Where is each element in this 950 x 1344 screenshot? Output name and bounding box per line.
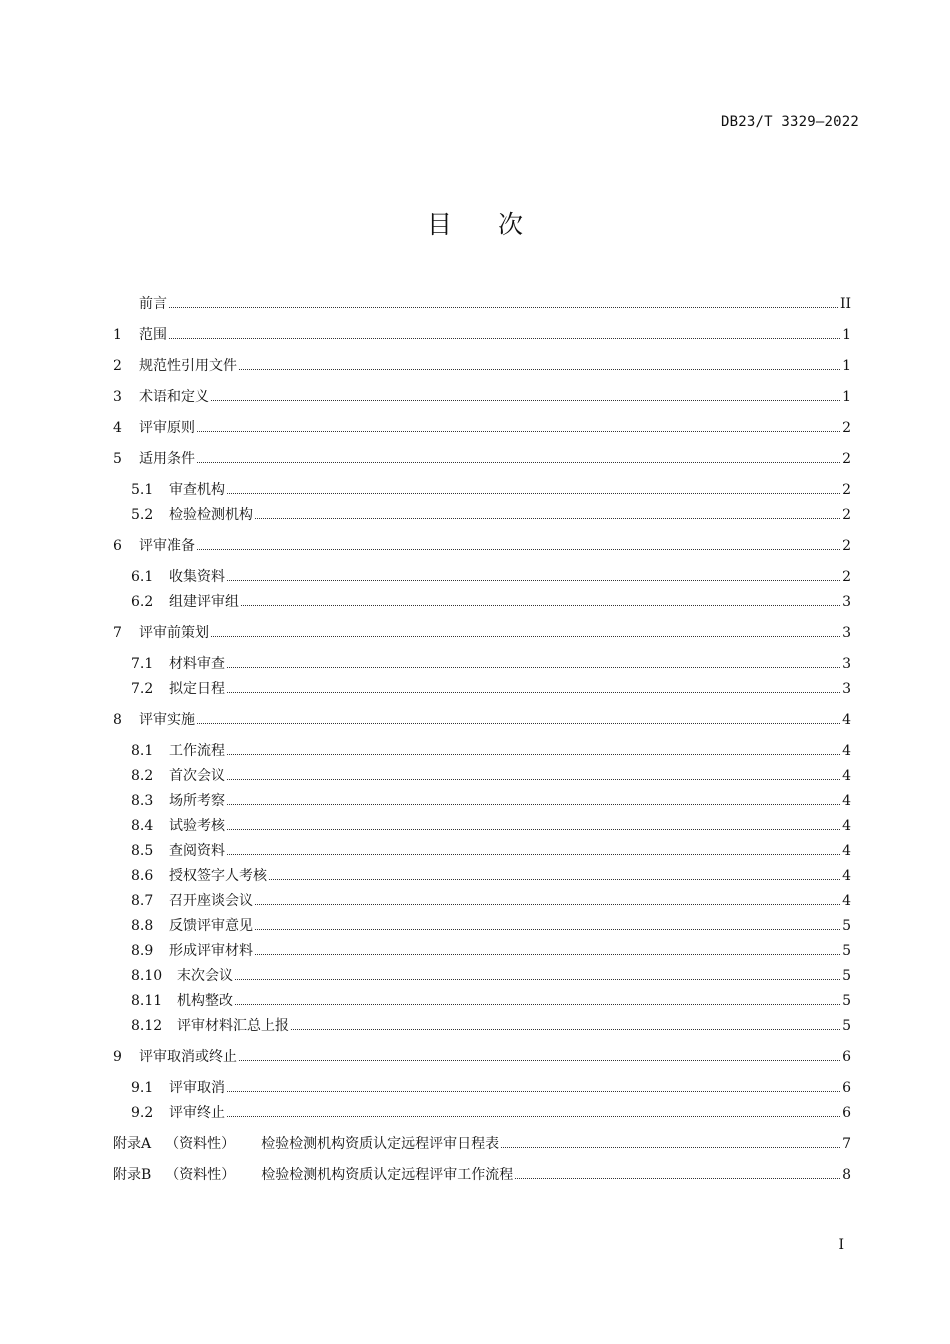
toc-subentry[interactable] — [131, 586, 851, 610]
toc-entry[interactable] — [113, 381, 851, 405]
toc-entry-number: 8.7 — [131, 893, 154, 909]
toc-entry-number: 6.2 — [131, 594, 154, 610]
toc-appendix-entry[interactable] — [113, 1128, 851, 1152]
toc-dot-leader — [211, 400, 840, 401]
toc-dot-leader — [291, 1029, 840, 1030]
toc-entry-label: 评审准备 — [139, 538, 195, 554]
toc-entry-label: 末次会议 — [177, 968, 233, 984]
toc-entry-label: 场所考察 — [169, 793, 225, 809]
toc-entry-label: 检验检测机构 — [169, 507, 253, 523]
toc-dot-leader — [227, 854, 840, 855]
toc-entry-label: 前言 — [139, 296, 167, 312]
toc-entry-page: 6 — [842, 1049, 851, 1065]
toc-subentry[interactable] — [131, 673, 851, 697]
toc-dot-leader — [515, 1178, 840, 1179]
toc-entry-page: 4 — [842, 843, 851, 859]
toc-dot-leader — [211, 636, 840, 637]
toc-dot-leader — [227, 829, 840, 830]
toc-dot-leader — [197, 549, 840, 550]
toc-entry-page: 4 — [842, 768, 851, 784]
toc-entry[interactable] — [113, 350, 851, 374]
toc-entry[interactable] — [113, 443, 851, 467]
toc-entry-page: 2 — [842, 538, 851, 554]
toc-entry-page: 4 — [842, 868, 851, 884]
toc-entry-page: 6 — [842, 1080, 851, 1096]
toc-entry-page: 2 — [842, 420, 851, 436]
toc-subentry[interactable] — [131, 735, 851, 759]
toc-entry-number: 7.2 — [131, 681, 154, 697]
toc-entry[interactable] — [113, 530, 851, 554]
toc-subentry[interactable] — [131, 499, 851, 523]
toc-entry-label: 材料审查 — [169, 656, 225, 672]
toc-dot-leader — [235, 1004, 840, 1005]
toc-entry-number: 5.1 — [131, 482, 154, 498]
page-number: I — [838, 1237, 844, 1253]
toc-entry-page: 4 — [842, 793, 851, 809]
toc-dot-leader — [227, 493, 840, 494]
toc-entry-page: 2 — [842, 569, 851, 585]
toc-entry-number: 6.1 — [131, 569, 154, 585]
toc-dot-leader — [227, 804, 840, 805]
toc-entry-number: 8.11 — [131, 993, 163, 1009]
toc-dot-leader — [501, 1147, 840, 1148]
toc-entry-label: 收集资料 — [169, 569, 225, 585]
toc-subentry[interactable] — [131, 860, 851, 884]
toc-entry-page: 5 — [842, 1018, 851, 1034]
toc-appendix-entry[interactable] — [113, 1159, 851, 1183]
toc-entry-label: 首次会议 — [169, 768, 225, 784]
toc-dot-leader — [255, 954, 840, 955]
toc-entry-label: 机构整改 — [177, 993, 233, 1009]
toc-dot-leader — [169, 307, 838, 308]
toc-entry-page: 5 — [842, 943, 851, 959]
toc-subentry[interactable] — [131, 648, 851, 672]
toc-dot-leader — [197, 723, 840, 724]
toc-entry-label: 适用条件 — [139, 451, 195, 467]
toc-subentry[interactable] — [131, 885, 851, 909]
toc-entry-page: 2 — [842, 451, 851, 467]
toc-dot-leader — [169, 338, 840, 339]
toc-entry-page: 6 — [842, 1105, 851, 1121]
toc-subentry[interactable] — [131, 985, 851, 1009]
toc-entry-number: 5 — [113, 451, 122, 467]
toc-dot-leader — [269, 879, 840, 880]
toc-subentry[interactable] — [131, 1010, 851, 1034]
toc-dot-leader — [255, 929, 840, 930]
toc-entry-page: 3 — [842, 625, 851, 641]
toc-entry-page: II — [839, 296, 851, 312]
toc-dot-leader — [239, 1060, 840, 1061]
toc-entry-page: 5 — [842, 968, 851, 984]
toc-entry-page: 3 — [842, 681, 851, 697]
toc-dot-leader — [227, 580, 840, 581]
toc-entry[interactable] — [113, 288, 851, 312]
toc-entry-label: 组建评审组 — [169, 594, 239, 610]
toc-entry-label: 评审取消或终止 — [139, 1049, 237, 1065]
toc-entry-page: 5 — [842, 993, 851, 1009]
toc-entry-number: 4 — [113, 420, 122, 436]
toc-dot-leader — [227, 779, 840, 780]
toc-entry-page: 1 — [842, 358, 851, 374]
toc-entry-page: 4 — [842, 743, 851, 759]
toc-entry-page: 3 — [842, 656, 851, 672]
toc-entry-label: 反馈评审意见 — [169, 918, 253, 934]
toc-entry-page: 4 — [842, 712, 851, 728]
toc-entry-number: 1 — [113, 327, 122, 343]
toc-entry-page: 4 — [842, 893, 851, 909]
toc-entry-label: 评审取消 — [169, 1080, 225, 1096]
toc-entry-number: 6 — [113, 538, 122, 554]
toc-dot-leader — [227, 667, 840, 668]
toc-entry[interactable] — [113, 1041, 851, 1065]
toc-entry-label: 评审前策划 — [139, 625, 209, 641]
toc-dot-leader — [227, 754, 840, 755]
toc-subentry[interactable] — [131, 1072, 851, 1096]
toc-dot-leader — [227, 1116, 840, 1117]
toc-entry-number: 9.1 — [131, 1080, 154, 1096]
toc-appendix-tag: （资料性） — [165, 1136, 236, 1152]
toc-entry-label: 查阅资料 — [169, 843, 225, 859]
toc-entry-number: 8.5 — [131, 843, 154, 859]
toc-entry-label: 规范性引用文件 — [139, 358, 237, 374]
toc-subentry[interactable] — [131, 785, 851, 809]
toc-entry[interactable] — [113, 319, 851, 343]
toc-entry-number: 8.8 — [131, 918, 154, 934]
toc-entry-number: 2 — [113, 358, 122, 374]
toc-entry[interactable] — [113, 704, 851, 728]
toc-entry-label: 评审原则 — [139, 420, 195, 436]
toc-entry-page: 7 — [842, 1136, 851, 1152]
toc-dot-leader — [241, 605, 840, 606]
toc-entry-page: 1 — [842, 327, 851, 343]
toc-title: 目次 — [426, 210, 569, 239]
toc-dot-leader — [235, 979, 840, 980]
toc-subentry[interactable] — [131, 561, 851, 585]
toc-entry-number: 8.10 — [131, 968, 163, 984]
document-code: DB23/T 3329—2022 — [720, 114, 859, 130]
toc-entry-label: 审查机构 — [169, 482, 225, 498]
toc-entry-label: 召开座谈会议 — [169, 893, 253, 909]
toc-dot-leader — [227, 1091, 840, 1092]
toc-entry-label: 形成评审材料 — [169, 943, 253, 959]
toc-entry[interactable] — [113, 412, 851, 436]
toc-entry-page: 1 — [842, 389, 851, 405]
toc-subentry[interactable] — [131, 910, 851, 934]
toc-entry-number: 5.2 — [131, 507, 154, 523]
toc-dot-leader — [197, 462, 840, 463]
toc-entry-number: 附录A — [113, 1136, 152, 1152]
toc-entry-number: 8.6 — [131, 868, 154, 884]
toc-entry[interactable] — [113, 617, 851, 641]
toc-entry-number: 8 — [113, 712, 122, 728]
toc-entry-label: 检验检测机构资质认定远程评审日程表 — [261, 1136, 500, 1152]
toc-entry-page: 5 — [842, 918, 851, 934]
toc-dot-leader — [227, 692, 840, 693]
toc-entry-page: 2 — [842, 482, 851, 498]
toc-entry-number: 8.12 — [131, 1018, 163, 1034]
toc-dot-leader — [255, 904, 840, 905]
toc-appendix-tag: （资料性） — [165, 1167, 236, 1183]
toc-entry-label: 评审终止 — [169, 1105, 225, 1121]
toc-subentry[interactable] — [131, 810, 851, 834]
toc-entry-page: 4 — [842, 818, 851, 834]
toc-entry-label: 拟定日程 — [169, 681, 225, 697]
toc-entry-label: 工作流程 — [169, 743, 225, 759]
toc-entry-number: 9 — [113, 1049, 122, 1065]
toc-subentry[interactable] — [131, 760, 851, 784]
toc-entry-number: 8.4 — [131, 818, 154, 834]
toc-subentry[interactable] — [131, 1097, 851, 1121]
toc-entry-number: 7 — [113, 625, 122, 641]
toc-entry-page: 8 — [842, 1167, 851, 1183]
toc-entry-number: 8.2 — [131, 768, 154, 784]
toc-subentry[interactable] — [131, 474, 851, 498]
toc-entry-page: 2 — [842, 507, 851, 523]
toc-dot-leader — [239, 369, 840, 370]
toc-entry-label: 术语和定义 — [139, 389, 209, 405]
toc-subentry[interactable] — [131, 960, 851, 984]
toc-entry-number: 8.1 — [131, 743, 154, 759]
toc-entry-number: 7.1 — [131, 656, 154, 672]
toc-entry-number: 附录B — [113, 1167, 152, 1183]
toc-subentry[interactable] — [131, 835, 851, 859]
toc-entry-number: 8.9 — [131, 943, 154, 959]
toc-entry-page: 3 — [842, 594, 851, 610]
toc-entry-label: 范围 — [139, 327, 167, 343]
toc-subentry[interactable] — [131, 935, 851, 959]
toc-entry-label: 评审实施 — [139, 712, 195, 728]
toc-entry-label: 评审材料汇总上报 — [177, 1018, 289, 1034]
toc-entry-label: 授权签字人考核 — [169, 868, 267, 884]
toc-entry-number: 8.3 — [131, 793, 154, 809]
toc-entry-number: 3 — [113, 389, 122, 405]
toc-entry-number: 9.2 — [131, 1105, 154, 1121]
toc-entry-label: 试验考核 — [169, 818, 225, 834]
toc-dot-leader — [197, 431, 840, 432]
toc-entry-label: 检验检测机构资质认定远程评审工作流程 — [261, 1167, 514, 1183]
toc-dot-leader — [255, 518, 840, 519]
